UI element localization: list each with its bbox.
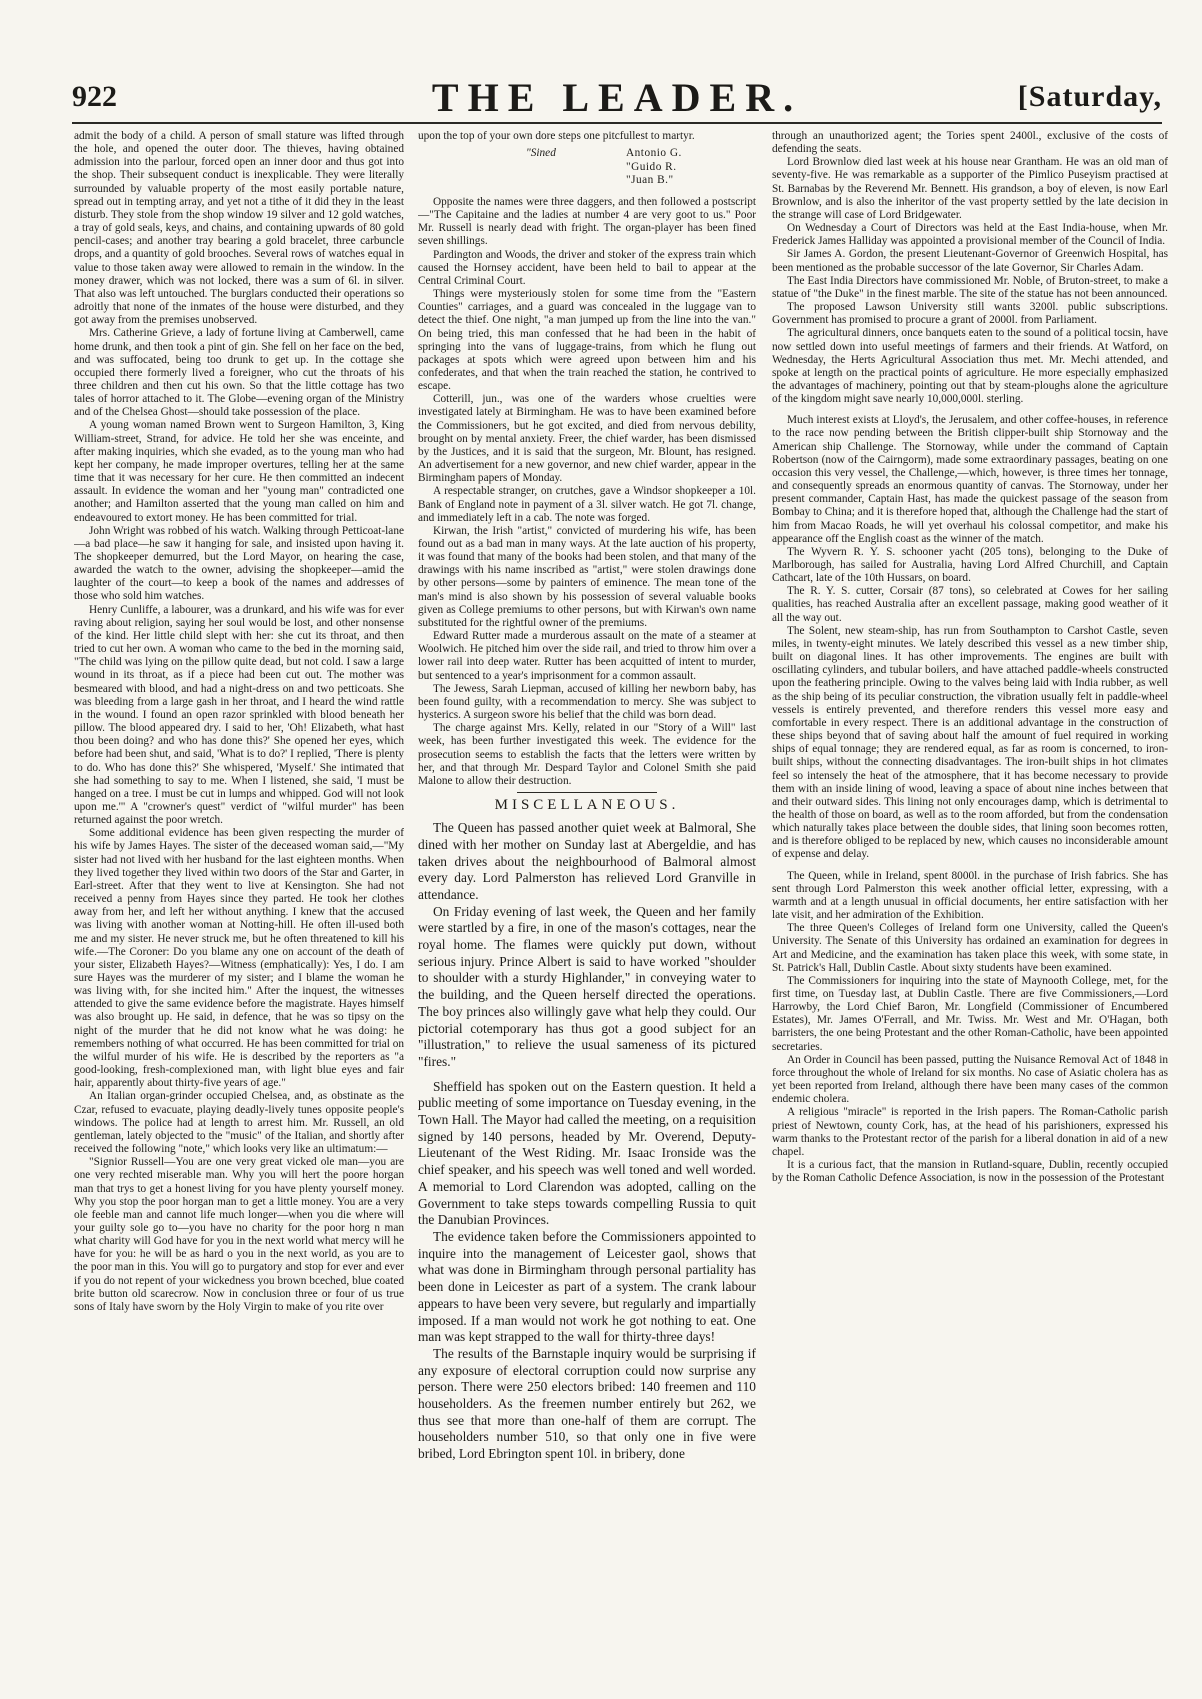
letter-signature (418, 147, 756, 188)
letter-closing: upon the top of your own dore steps one pitcfullest to martyr. (418, 130, 695, 142)
article-paragraph: The Queen, while in Ireland, spent 8000l. in the purchase of Irish fabrics. She has sent through Lord Palmerston this week another official letter, expressing, with a warmth and at a length unusual in official documents, her entire satisfaction with her late visit, and her admiration of the Exhibition. (772, 869, 1168, 922)
article-paragraph: On Wednesday a Court of Directors was held at the East India-house, when Mr. Frederick James Halliday was appointed a provisional member of the Council of India. (772, 222, 1168, 248)
article-paragraph: Some additional evidence has been given respecting the murder of his wife by James Hayes. The sister of the deceased woman said,—"My sister had not lived with her husband for the last eighteen months. When they lived together they lived within two doors of the Star and Garter, in Earl-street. After that they went to live at Kensington. She had not received a penny from Hayes since they parted. He took her clothes away from her, and left her without anything. I knew that the accused was living with another woman at Notting-hill. He often ill-used both me and my sister. He never struck me, but he often threatened to kill his wife.—The Coroner: Do you blame any one on account of the death of your sister, Elizabeth Hayes?—Witness (emphatically): Yes, I do. I am sure Hayes was the murderer of my sister; and I blame the woman he was living with, for she incited him." After the inquest, the witnesses attended to give the same evidence before the magistrate. Hayes himself was also brought up. He said, in defence, that he was so tipsy on the night of the murder that he did not know what he was doing: he remembers nothing of what occurred. He has been committed for trial on the wilful murder of his wife. He is described by the reporters as "a good-looking, fresh-complexioned man, with light blue eyes and fair hair, apparently about thirty-five years of age." (74, 827, 404, 1090)
article-paragraph: A religious "miracle" is reported in the Irish papers. The Roman-Catholic parish priest of Newtown, county Cork, has, at the head of his parishioners, expressed his warm thanks to the Protestant rector of the parish for a liberal donation in aid of a new chapel. (772, 1106, 1168, 1158)
signature-label: "Sined (526, 147, 556, 160)
article-paragraph: Edward Rutter made a murderous assault on the mate of a steamer at Woolwich. He pitched him over the side rail, and tried to throw him over a lower rail into deep water. Rutter has been acquitted of intent to murder, but sentenced to a year's imprisonment for a common assault. (418, 630, 756, 682)
article-paragraph: A young woman named Brown went to Surgeon Hamilton, 3, King William-street, Strand, for advice. He told her she was enceinte, and after making inquiries, which she evaded, as to the young man who had kept her company, he made improper overtures, telling her at the same time that it was necessary for her cure. He then committed an indecent assault. In evidence the woman and her "young man" contradicted one another; and Hamilton asserted that the young man called on him and endeavoured to extort money. He has been committed for trial. (74, 419, 404, 524)
article-paragraph: Henry Cunliffe, a labourer, was a drunkard, and his wife was for ever raving about religion, saying her soul would be lost, and other nonsense of the kind. Her little child slept with her: she cut its throat, and then tried to cut her own. A woman who came to the bed in the morning said, "The child was lying on the pillow quite dead, but not cold. I saw a large wound in its throat, as if a piece had been cut out. The mother was besmeared with blood, and had a night-dress on and two petticoats. She was bleeding from a large gash in her throat, and I heard the wind rattle in the wound. I found an open razor sprinkled with blood beneath her pillow. The blood appeared dry. I said to her, 'Oh! Elizabeth, what hast thou been doing? and who has done this?' She opened her eyes, which before had been shut, and said, 'What is to do?' I replied, 'There is plenty to do. Who has done this?' She whispered, 'Myself.' She intimated that she had something to say to me. When I listened, she said, 'I must be hanged on a tree. I must be cut in lumps and whipped. God will not look upon me.'" A "crowner's quest" verdict of "wilful murder" has been returned against the poor wretch. (74, 603, 404, 827)
article-paragraph: It is a curious fact, that the mansion in Rutland-square, Dublin, recently occupied by the Roman Catholic Defence Association, is now in the possession of the Protestant (772, 1159, 1168, 1185)
column-2 (418, 130, 756, 1686)
section-heading: MISCELLANEOUS. (494, 796, 680, 813)
article-paragraph: through an unauthorized agent; the Tories spent 2400l., exclusive of the costs of defending the seats. (772, 130, 1168, 156)
article-paragraph: The R. Y. S. cutter, Corsair (87 tons), so celebrated at Cowes for her sailing qualities, has reached Australia after an excellent passage, making good weather of it all the way out. (772, 585, 1168, 624)
article-paragraph: The evidence taken before the Commissioners appointed to inquire into the management of Leicester gaol, shows that what was done in Birmingham through personal partiality has been done in Leicester as part of a system. The crank labour appears to have been very severe, but regularly and impartially imposed. If a man would not work he got nothing to eat. One man was kept strapped to the wall for thirty-three days! (418, 1229, 756, 1345)
column-1 (74, 130, 404, 1686)
article-paragraph: Cotterill, jun., was one of the warders whose cruelties were investigated lately at Birmingham. He was to have been examined before the Commissioners, but he got excited, and died from nervous debility, brought on by mental anxiety. Freer, the chief warder, has been dismissed by the Justices, and it is said that the surgeon, Mr. Blount, has resigned. An advertisement for a new governor, and new chief warder, appear in the Birmingham papers of Monday. (418, 393, 756, 485)
article-paragraph: The East India Directors have commissioned Mr. Noble, of Bruton-street, to make a statue of "the Duke" in the finest marble. The site of the statue has not been announced. (772, 274, 1168, 300)
article-paragraph: The results of the Barnstaple inquiry would be surprising if any exposure of electoral corruption could now surprise any person. There were 250 electors bribed: 140 freemen and 110 householders. As the freemen number entirely but 262, we thus see that more than one-half of them are corrupt. The householders number 510, so that only one in five were bribed, Lord Ebrington spent 10l. in bribery, done (418, 1345, 756, 1462)
article-paragraph: The Jewess, Sarah Liepman, accused of killing her newborn baby, has been found guilty, with a recommendation to mercy. She was subject to hysterics. A surgeon swore his belief that the child was born dead. (418, 682, 756, 722)
article-paragraph: An Order in Council has been passed, putting the Nuisance Removal Act of 1848 in force throughout the whole of Ireland for six months. No case of Asiatic cholera has as yet been reported from Ireland, although there have been many cases of the common endemic cholera. (772, 1053, 1168, 1106)
article-paragraph: On Friday evening of last week, the Queen and her family were startled by a fire, in one of the mason's cottages, near the royal home. The flames were quickly put down, without serious injury. Prince Albert is said to have worked "shoulder to shoulder with a sturdy Highlander," in conveying water to the building, and the Queen herself directed the operations. The boy princes also willingly gave what help they could. Our pictorial cotemporary has thus got a good subject for an "illustration," to relieve the usual sameness of its pictured "fires." (418, 903, 756, 1069)
article-paragraph: The proposed Lawson University still wants 3200l. public subscriptions. Government has promised to procure a grant of 2000l. from Parliament. (772, 301, 1168, 327)
article-paragraph: The agricultural dinners, once banquets eaten to the sound of a political tocsin, have now settled down into useful meetings of farmers and their friends. At Watford, on Wednesday, the Herts Agricultural Association thus met. Mr. Mechi attended, and spoke at length on the practical points of agriculture. He more especially emphasized the advantages of machinery, pointing out that by steam-ploughs alone the agriculture of the kingdom might save nearly 10,000,000l. sterling. (772, 327, 1168, 406)
article-paragraph: Kirwan, the Irish "artist," convicted of murdering his wife, has been found out as a bad man in many ways. At the late auction of his property, it was found that many of the books had been stolen, and that many of the drawings with his name inscribed as "artist," were stolen drawings done by other persons—some by painters of eminence. The mean tone of the man's mind is also shown by his possession of several valuable books given as College premiums to other persons, but with Kirwan's own name substituted for the rightful owner of the premiums. (418, 524, 756, 629)
article-paragraph: Things were mysteriously stolen for some time from the "Eastern Counties" carriages, and a guard was concealed in the luggage van to detect the thief. One night, "a man jumped up from the line into the van." On being tried, this man confessed that he had been in the habit of springing into the vans of luggage-trains, from which he flung out packages at spots which were agreed upon between him and his confederates, and that when the train reached the station, he contrived to escape. (418, 288, 756, 393)
section-divider (517, 792, 657, 793)
article-paragraph: Opposite the names were three daggers, and then followed a postscript—"The Capitaine and the ladies at number 4 are very goot to us." Poor Mr. Russell is nearly dead with fright. The organ-player has been fined seven shillings. (418, 195, 756, 248)
page-header (72, 74, 1162, 124)
column-3 (772, 130, 1168, 1686)
article-paragraph: The Solent, new steam-ship, has run from Southampton to Carshot Castle, seven miles, in twenty-eight minutes. We lately described this vessel as a new timber ship, built on diagonal lines. It has other improvements. The engines are built with oscillating cylinders, and tubular boilers, and have attached paddle-wheels constructed upon the feathering principle. Owing to the valves being laid with India rubber, as well as the ship being of its peculiar construction, the vibration usually felt in paddle-wheel vessels is entirely prevented, and therefore renders this vessel more easy and comfortable in every respect. There is an additional advantage in the construction of these ships beyond that of saving about half the amount of fuel required in working ships of equal tonnage; they are rendered equal, as far as room is concerned, to iron-built ships, without the connecting disadvantages. The iron-built ships in hot climates feel so intensely the heat of the atmosphere, that it has become necessary to provide them with an inside lining of wood, leaving a space of about nine inches between that and their outward sides. This lining not only encourages damp, which is detrimental to the health of those on board, as well as to the room afforded, but from the condensation which naturally takes place between the double sides, that lining soon becomes rotten, and is therefore obliged to be replaced by new, which causes no inconsiderable amount of expense and delay. (772, 624, 1168, 861)
article-paragraph: The three Queen's Colleges of Ireland form one University, called the Queen's University. The Senate of this University has ordained an examination for degrees in Art and Medicine, and the examination has taken place this week, with some state, in St. Patrick's Hall, Dublin Castle. About sixty students have been examined. (772, 922, 1168, 974)
article-paragraph: admit the body of a child. A person of small stature was lifted through the hole, and opened the outer door. The thieves, having obtained admission into the parlour, forced open an inner door and thus got into the shop. Their subsequent conduct is inexplicable. They were literally surrounded by valuable property of the most easily portable nature, spread out in tempting array, and yet not a tithe of it did they in the least disturb. They stole from the shop window 19 silver and 12 gold watches, a tray of gold seals, keys, and chains, and containing upwards of 80 gold pencil-cases; and another tray bearing a gold bracelet, three carbuncle drops, and a quantity of gold brooches. Several rows of watches equal in value to those taken away were allowed to remain in the window. In the money drawer, which was not locked, there was a sum of 6l. in silver. That also was left untouched. The burglars conducted their operations so adroitly that none of the inmates of the house were disturbed, and they got away from the premises unobserved. (74, 130, 404, 327)
article-paragraph: The Queen has passed another quiet week at Balmoral, She dined with her mother on Sunday last at Abergeldie, and has taken drives about the neighbourhood of Balmoral almost every day. Lord Palmerston has relieved Lord Granville in attendance. (418, 820, 756, 902)
signature-name: Antonio G. (626, 147, 682, 160)
article-paragraph: The charge against Mrs. Kelly, related in our "Story of a Will" last week, has been further investigated this week. The evidence for the prosecution seems to establish the facts that the letters were written by her, and that through Mr. Despard Taylor and Colonel Smith she paid Malone to allow their destruction. (418, 722, 756, 787)
signature-name: "Juan B." (626, 174, 674, 187)
article-paragraph: Lord Brownlow died last week at his house near Grantham. He was an old man of seventy-five. He was remarkable as a supporter of the Pimlico Puseyism practised at St. Barnabas by the Reverend Mr. Bennett. His grandson, a boy of eleven, is now Earl Brownlow, and is also the inheritor of the vast property settled by the late decision in the strange will case of Lord Bridgewater. (772, 156, 1168, 221)
article-paragraph: An Italian organ-grinder occupied Chelsea, and, as obstinate as the Czar, refused to evacuate, playing deadly-lively tunes opposite people's windows. The police had at length to arrest him. Mr. Russell, an old gentleman, lately objected to the "music" of the Italian, and shortly after received the following "note," which looks very like an ultimatum:— (74, 1090, 404, 1156)
letter-paragraph: "Signior Russell—You are one very great vicked ole man—you are one very rechted miserable man. Why you will hert the poore horgan man that trys to get a honest living for you have plenty yourself money. Why you stop the poor horgan man to get a little money. You are a very ole feeble man and cannot life much longer—when you die where will your guilty sole go to—you have no charity for the poor horg n man what charity will God have for you in the next world what mercy will he have for you: he will be as hard o you in the next world, as you are to the poor man in this. You will go to purgatory and stop for ever and ever if you do not repent of your wickedness you brown bceched, blue coated brite button old scarecrow. Now in conclusion three or four of us true sons of Italy have sworn by the Holy Virgin to make of you rite over (74, 1156, 404, 1313)
page-number: 922 (72, 80, 117, 113)
article-paragraph: A respectable stranger, on crutches, gave a Windsor shopkeeper a 10l. Bank of England note in payment of a 3l. silver watch. He got 7l. change, and immediately left in a cab. The note was forged. (418, 485, 756, 524)
article-paragraph: The Wyvern R. Y. S. schooner yacht (205 tons), belonging to the Duke of Marlborough, has sailed for Australia, having Lord Alfred Churchill, and Captain Cathcart, late of the 10th Hussars, on board. (772, 545, 1168, 585)
article-paragraph: The Commissioners for inquiring into the state of Maynooth College, met, for the first time, on Tuesday last, at Dublin Castle. There are five Commissioners,—Lord Harrowby, the Lord Chief Baron, Mr. Longfield (Commissioner of Encumbered Estates), Mr. James O'Ferrall, and Mr. Twiss. Mr. West and Mr. O'Hagan, both barristers, the one being Protestant and the other Roman-Catholic, have been appointed secretaries. (772, 974, 1168, 1053)
article-paragraph: John Wright was robbed of his watch. Walking through Petticoat-lane—a bad place—he saw it hanging for sale, and insisted upon having it. The shopkeeper demurred, but the Lord Mayor, on hearing the case, awarded the watch to the owner, advising the shopkeeper—amid the laughter of the court—to keep a book of the names and addresses of those who sold him watches. (74, 524, 404, 603)
article-paragraph: Much interest exists at Lloyd's, the Jerusalem, and other coffee-houses, in reference to the race now pending between the British clipper-built ship Stornoway and the American ship Challenge. The Stornoway, while under the command of Captain Robertson (now of the Cairngorm), made some extraordinary passages, beating on one occasion this very vessel, the Challenge,—which, however, is three times her tonnage, and consequently spreads an enormous quantity of canvas. The Stornoway, under her present commander, Captain Hast, has made the quickest passage of the season from Bombay to China; and it is therefore hoped that, although the Challenge had the start of him from Macao Roads, he will yet overhaul his colossal competitor, and make his appearance off the English coast as the winner of the match. (772, 414, 1168, 545)
article-paragraph: Sir James A. Gordon, the present Lieutenant-Governor of Greenwich Hospital, has been mentioned as the probable successor of the late Governor, Sir Charles Adam. (772, 248, 1168, 274)
article-paragraph: Sheffield has spoken out on the Eastern question. It held a public meeting of some importance on Tuesday evening, in the Town Hall. The Mayor had called the meeting, on a requisition signed by 140 persons, headed by Mr. Overend, Deputy-Lieutenant of the West Riding. Mr. Isaac Ironside was the chief speaker, and his speech was well toned and well worded. A memorial to Lord Clarendon was adopted, calling on the Government to take steps towards compelling Russia to quit the Danubian Provinces. (418, 1078, 756, 1228)
signature-name: "Guido R. (626, 160, 677, 173)
article-paragraph: Mrs. Catherine Grieve, a lady of fortune living at Camberwell, came home drunk, and then took a pint of gin. She fell on her face on the bed, and was suffocated, being too drunk to get up. In the cottage she occupied there formerly lived a foreigner, who cut the throats of his three children and then cut his own. So that the little cottage has two tales of horror attached to it. The Globe—evening organ of the Ministry and of the Chelsea Ghost—should take possession of the place. (74, 327, 404, 419)
article-paragraph: Pardington and Woods, the driver and stoker of the express train which caused the Hornsey accident, have been held to bail to appear at the Central Criminal Court. (418, 248, 756, 287)
issue-day: [Saturday, (1017, 80, 1162, 113)
newspaper-title: THE LEADER. (431, 75, 803, 120)
